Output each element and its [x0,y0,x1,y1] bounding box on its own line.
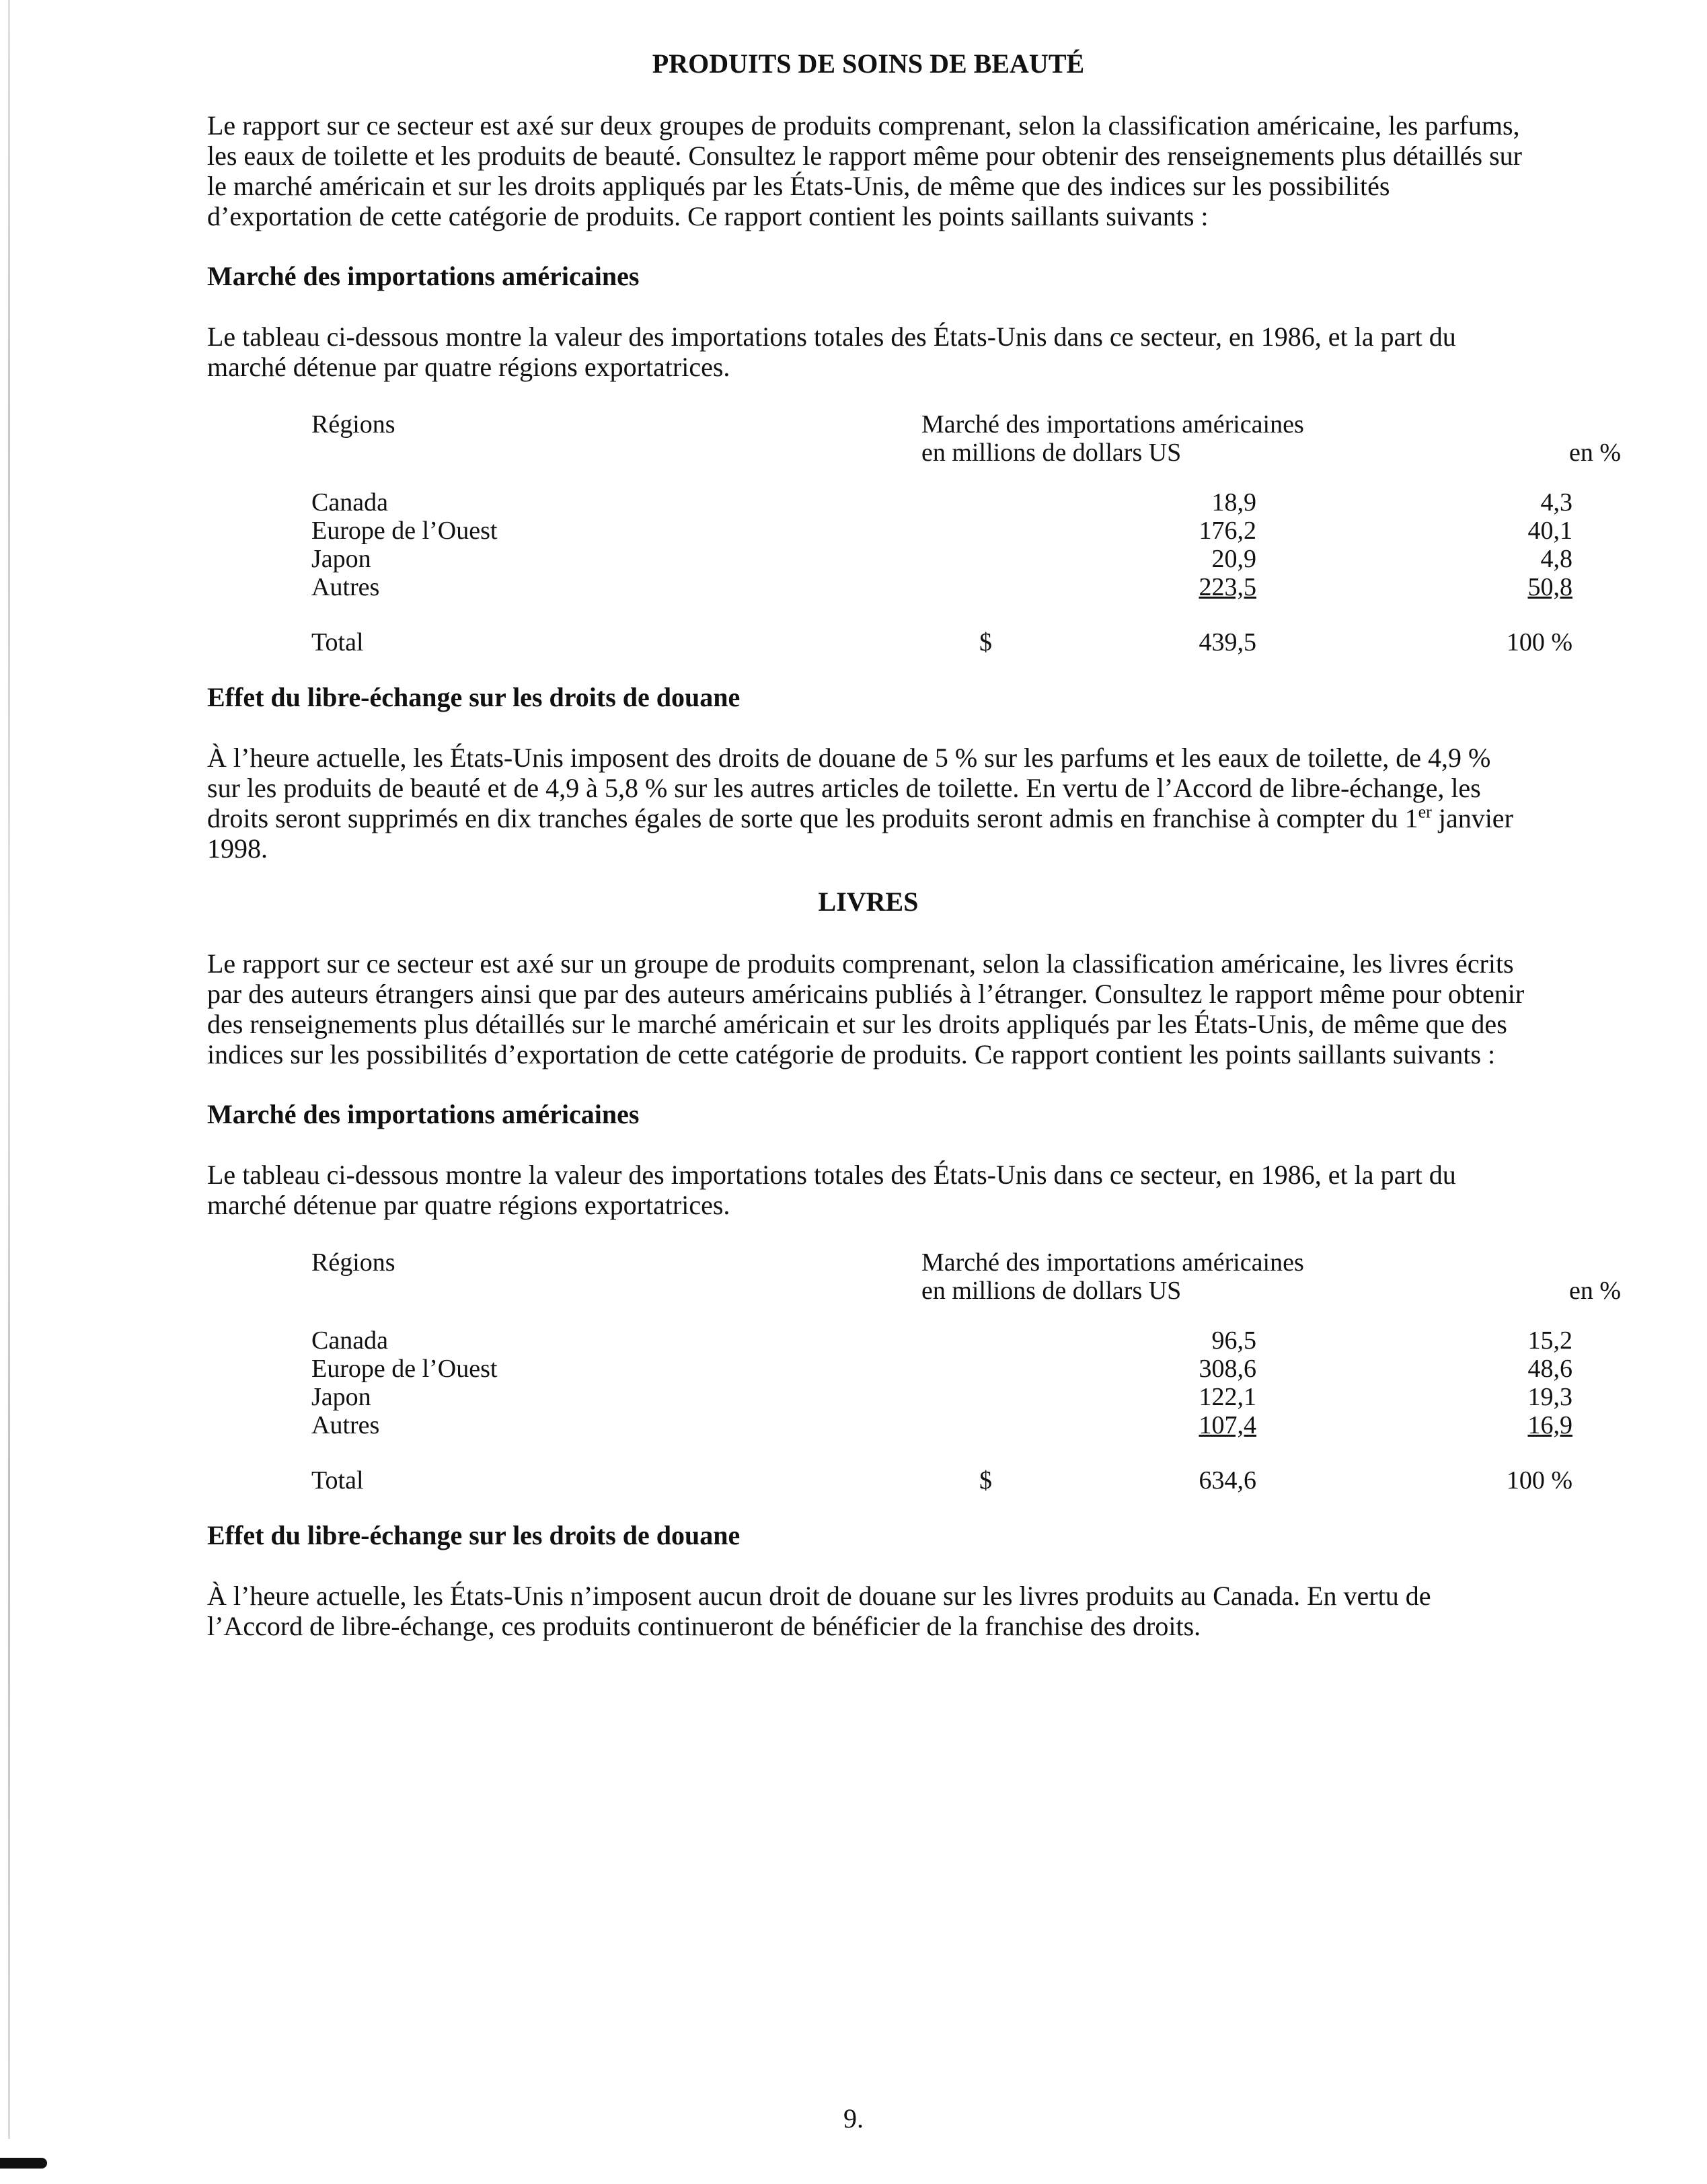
column-header-millions: en millions de dollars US [921,439,1182,467]
page-edge-shadow [8,0,10,2139]
row-percent: 50,8 [1527,573,1572,601]
row-region: Europe de l’Ouest [311,517,498,545]
row-percent: 40,1 [1527,517,1572,545]
table-row [207,1383,1572,1411]
market-heading-books: Marché des importations américaines [207,1099,640,1129]
column-header-millions: en millions de dollars US [921,1277,1182,1305]
column-header-region: Régions [311,1248,395,1277]
total-value: 439,5 [1199,628,1256,656]
column-header-percent: en % [1568,1277,1621,1305]
total-currency: $ [979,1466,992,1495]
column-header-percent: en % [1568,439,1621,467]
table-row [207,488,1572,517]
duty-text-end: janvier 1998. [207,803,1513,864]
total-label: Total [311,628,364,656]
table-row [207,573,1572,601]
row-region: Europe de l’Ouest [311,1355,498,1383]
row-percent: 16,9 [1527,1411,1572,1439]
table-row [207,517,1572,545]
section-title-books: LIVRES [818,887,919,917]
table-total-row [207,1466,1572,1495]
row-value: 308,6 [1199,1355,1256,1383]
row-region: Canada [311,488,388,517]
duty-heading-books: Effet du libre-échange sur les droits de douane [207,1520,741,1550]
row-value: 122,1 [1199,1383,1256,1411]
row-value: 176,2 [1199,517,1256,545]
total-percent: 100 % [1506,1466,1572,1495]
duty-heading-beauty: Effet du libre-échange sur les droits de douane [207,682,741,712]
section-intro-beauty: Le rapport sur ce secteur est axé sur deux groupes de produits comprenant, selon la classification américaine, les parfums, les eaux de toilette et les produits de beauté. Consultez le rapport même pour obtenir des renseignements plus détaillés sur le marché américain et sur les droits appliqués par les États-Unis, de même que des indices sur les possibilités d’exportation de cette catégorie de produits. Ce rapport contient les points saillants suivants : [207,110,1522,231]
table-row [207,1326,1572,1355]
page-number: 9. [843,2103,864,2134]
row-region: Autres [311,1411,380,1439]
scan-edge-mark [0,2158,47,2169]
duty-text-books: À l’heure actuelle, les États-Unis n’imposent aucun droit de douane sur les livres produits au Canada. En vertu de l’Accord de libre-échange, ces produits continueront de bénéficier de la franchise des droits. [207,1581,1431,1641]
section-intro-books: Le rapport sur ce secteur est axé sur un groupe de produits comprenant, selon la classification américaine, les livres écrits par des auteurs étrangers ainsi que par des auteurs américains publiés à l’étranger. Consultez le rapport même pour obtenir des renseignements plus détaillés sur le marché américain et sur les droits appliqués par les États-Unis, de même que des indices sur les possibilités d’exportation de cette catégorie de produits. Ce rapport contient les points saillants suivants : [207,948,1525,1069]
import-table-beauty [207,410,1621,656]
duty-text-main: À l’heure actuelle, les États-Unis imposent des droits de douane de 5 % sur les parfums et les eaux de toilette, de 4,9 % sur les produits de beauté et de 4,9 à 5,8 % sur les autres articles de toilette. En vertu de l’Accord de libre-échange, les droits seront supprimés en dix tranches égales de sorte que les produits seront admis en franchise à compter du 1 [207,743,1491,833]
row-percent: 19,3 [1527,1383,1572,1411]
row-percent: 48,6 [1527,1355,1572,1383]
table-total-row [207,628,1572,656]
table-header [207,410,1621,488]
row-percent: 4,8 [1540,545,1572,573]
table-row [207,1411,1572,1439]
table-header [207,1248,1621,1326]
row-value: 18,9 [1211,488,1256,517]
duty-text-beauty [207,743,1529,864]
row-region: Japon [311,1383,371,1411]
market-heading-beauty: Marché des importations américaines [207,261,640,291]
column-header-market: Marché des importations américaines [921,1248,1304,1277]
import-table-books [207,1248,1621,1495]
column-header-market: Marché des importations américaines [921,410,1304,439]
total-currency: $ [979,628,992,656]
row-region: Canada [311,1326,388,1355]
document-body [207,47,1621,1669]
section-title-beauty: PRODUITS DE SOINS DE BEAUTÉ [652,48,1085,79]
column-header-region: Régions [311,410,395,439]
row-value: 20,9 [1211,545,1256,573]
total-value: 634,6 [1199,1466,1256,1495]
market-text-beauty: Le tableau ci-dessous montre la valeur des importations totales des États-Unis dans ce secteur, en 1986, et la part du marché détenue par quatre régions exportatrices. [207,322,1456,382]
row-value: 107,4 [1199,1411,1256,1439]
row-value: 223,5 [1199,573,1256,601]
total-label: Total [311,1466,364,1495]
row-region: Autres [311,573,380,601]
row-percent: 15,2 [1527,1326,1572,1355]
row-region: Japon [311,545,371,573]
table-row [207,545,1572,573]
market-text-books: Le tableau ci-dessous montre la valeur des importations totales des États-Unis dans ce secteur, en 1986, et la part du marché détenue par quatre régions exportatrices. [207,1160,1456,1220]
row-value: 96,5 [1211,1326,1256,1355]
row-percent: 4,3 [1540,488,1572,517]
total-percent: 100 % [1506,628,1572,656]
ordinal-superscript: er [1418,802,1432,822]
table-row [207,1355,1572,1383]
